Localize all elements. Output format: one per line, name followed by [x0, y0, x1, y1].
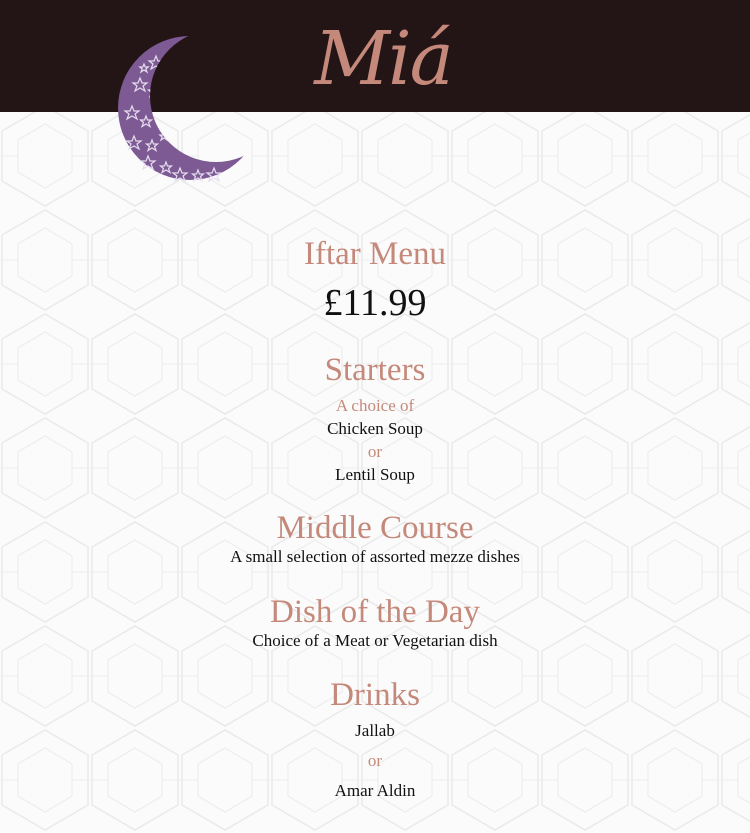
starters-intro: A choice of — [335, 396, 415, 415]
drinks-option-2: Amar Aldin — [334, 781, 416, 800]
starters-option-2: Lentil Soup — [335, 465, 415, 484]
middle-course-heading: Middle Course — [276, 510, 474, 546]
middle-course-description: A small selection of assorted mezze dishes — [230, 547, 520, 566]
dish-of-day-description: Choice of a Meat or Vegetarian dish — [252, 631, 498, 650]
drinks-option-1: Jallab — [355, 721, 395, 740]
dish-of-day-heading: Dish of the Day — [270, 594, 480, 630]
menu-title: Iftar Menu — [303, 236, 447, 272]
drinks-separator: or — [367, 751, 383, 770]
starters-heading: Starters — [324, 352, 426, 388]
starters-separator: or — [367, 442, 383, 461]
drinks-heading: Drinks — [330, 677, 420, 713]
starters-option-1: Chicken Soup — [327, 419, 423, 438]
menu-price: £11.99 — [323, 282, 427, 324]
brand-logo: Miá — [314, 16, 452, 102]
